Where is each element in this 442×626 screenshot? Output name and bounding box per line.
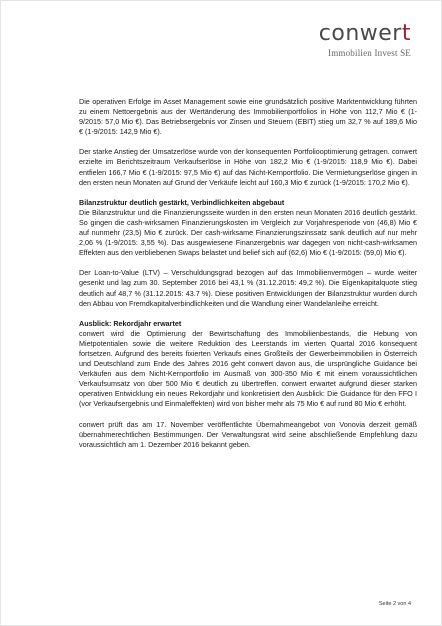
- press-release-body: [79, 97, 417, 460]
- page-number: Seite 2 von 4: [378, 601, 411, 607]
- paragraph-asset-management: Die operativen Erfolge im Asset Management sowie eine grundsätzlich positive Marktentwicklung führten zu einem Nettoergebnis aus der Wertänderung des Immobilienportfolios in Höhe von 112,7 Mio € (1-9/2015: 57,0 Mio €). Das Betriebsergebnis vor Zinsen und Steuern (EBIT) stieg um 32,7 % auf 189,6 Mio € (1-9/2015: 142,9 Mio €).: [79, 97, 417, 137]
- heading-balance-sheet: Bilanzstruktur deutlich gestärkt, Verbindlichkeiten abgebaut: [79, 197, 285, 207]
- logo-word-accent: t: [401, 21, 411, 46]
- logo-subtitle: Immobilien Invest SE: [328, 48, 411, 58]
- heading-outlook: Ausblick: Rekordjahr erwartet: [79, 318, 182, 328]
- logo-wordmark: [319, 23, 411, 45]
- paragraph-revenue: Der starke Anstieg der Umsatzerlöse wurde von der konsequenten Portfoliooptimierung getragen. conwert erzielte im Berichtszeitraum Verkaufserlöse in Höhe von 182,2 Mio € (1-9/2015: 118,9 Mio €). Dabei entfielen 166,7 Mio € (1-9/2015: 97,5 Mio €) auf das Nicht-Kernportfolio. Die Vermietungserlöse gingen in den ersten neun Monaten auf Grund der Verkäufe leicht auf 160,3 Mio € zurück (1-9/2015: 170,2 Mio €).: [79, 147, 417, 187]
- paragraph-ltv: Der Loan-to-Value (LTV) – Verschuldungsgrad bezogen auf das Immobilienvermögen – wurde weiter gesenkt und lag zum 30. September 2016 bei 43,1 % (31.12.2015: 49,2 %). Die Eigenkapitalquote stieg deutlich auf 48,7 % (31.12.2015: 43.7 %). Diese positiven Entwicklungen der Bilanzstruktur wurden durch den Abbau von Fremdkapitalverbindlichkeiten und die Wandlung einer Wandelanleihe erreicht.: [79, 268, 417, 308]
- paragraph-takeover: conwert prüft das am 17. November veröffentlichte Übernahmeangebot von Vonovia derzeit gemäß übernahmerechtlichen Bestimmungen. Der Verwaltungsrat wird seine abschließende Empfehlung dazu voraussichtlich am 1. Dezember 2016 bekannt geben.: [79, 419, 417, 449]
- company-logo: [319, 23, 411, 58]
- logo-word-main: conwer: [318, 21, 402, 46]
- paragraph-financing: Die Bilanzstruktur und die Finanzierungsseite wurden in den ersten neun Monaten 2016 deutlich gestärkt. So gingen die cash-wirksamen Finanzierungskosten im Vergleich zur Vorjahresperiode von (46,8) Mio € auf nunmehr (23,5) Mio € zurück. Der cash-wirksame Finanzierungszinssatz sank deutlich auf nur mehr 2,06 % (1-9/2015: 3,55 %). Das ausgewiesene Finanzergebnis war dagegen von nicht-cash-wirksamen Effekten aus den verbliebenen Swaps belastet und belief sich auf (62,6) Mio € (1-9/2015: (59,0) Mio €).: [79, 207, 417, 258]
- paragraph-outlook: conwert wird die Optimierung der Bewirtschaftung des Immobilienbestands, die Hebung von Mietpotentialen sowie die weitere Reduktion des Leerstands im vierten Quartal 2016 konsequent fortsetzen. Aufgrund des bereits fixierten Verkaufs eines Großteils der Gewerbeimmobilien in Österreich und Deutschland zum Ende des Jahres 2016 geht conwert davon aus, die ursprüngliche Guidance bei Verkäufen aus dem Nicht-Kernportfolio im Ausmaß von 300-350 Mio € mit einem voraussichtlichen Verkaufsumsatz von über 500 Mio € deutlich zu übertreffen. conwert erwartet aufgrund dieser starken operativen Entwicklung ein neues Rekordjahr und konkretisiert den Ausblick: Die Guidance für den FFO I (vor Verkaufsergebnis und Einmaleffekten) wird von bisher mehr als 75 Mio € auf rund 80 Mio € erhöht.: [79, 328, 417, 409]
